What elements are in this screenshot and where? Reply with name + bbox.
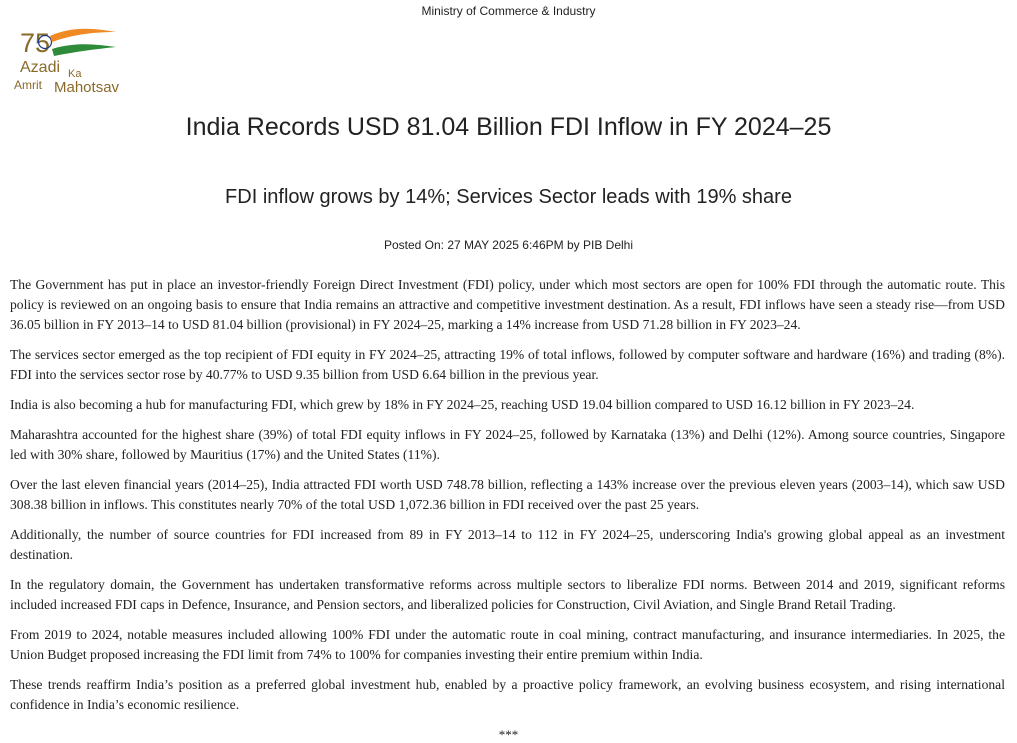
page-subtitle: FDI inflow grows by 14%; Services Sector leads with 19% share bbox=[225, 186, 792, 208]
azadi-ka-amrit-mahotsav-logo bbox=[12, 22, 147, 97]
page-title: India Records USD 81.04 Billion FDI Inflow in FY 2024–25 bbox=[185, 113, 832, 141]
paragraph: These trends reaffirm India’s position as a preferred global investment hub, enabled by a proactive policy framework, an evolving business ecosystem, and rising international confidence in India’s economic resilience. bbox=[10, 677, 1005, 712]
green-swoosh bbox=[52, 44, 116, 56]
posted-info: Posted On: 27 MAY 2025 6:46PM by PIB Delhi bbox=[383, 238, 634, 252]
ministry-name: Ministry of Commerce & Industry bbox=[421, 4, 596, 18]
paragraph: From 2019 to 2024, notable measures included allowing 100% FDI under the automatic route in coal mining, contract manufacturing, and insurance intermediaries. In 2025, the Union Budget proposed increasing the FDI limit from 74% to 100% for companies investing their entire premium within India. bbox=[10, 627, 1005, 662]
paragraph: Additionally, the number of source countries for FDI increased from 89 in FY 2013–14 to 112 in FY 2024–25, underscoring India's growing global appeal as an investment destination. bbox=[10, 527, 1005, 562]
logo-graphic bbox=[12, 22, 147, 97]
logo-azadi: Azadi bbox=[20, 59, 61, 76]
logo-amrit: Amrit bbox=[14, 78, 42, 92]
paragraph: Over the last eleven financial years (2014–25), India attracted FDI worth USD 748.78 billion, reflecting a 143% increase over the previous eleven years (2003–14), which saw USD 308.38 billion in inflows. This constitutes nearly 70% of the total USD 1,072.36 billion in FDI received over the past 25 years. bbox=[10, 477, 1005, 512]
paragraph: Maharashtra accounted for the highest share (39%) of total FDI equity inflows in FY 2024–25, followed by Karnataka (13%) and Delhi (12%). Among source countries, Singapore led with 30% share, followed by Mauritius (17%) and the United States (11%). bbox=[10, 427, 1005, 462]
saffron-swoosh bbox=[50, 29, 116, 42]
logo-ka: Ka bbox=[68, 68, 82, 80]
paragraph: The Government has put in place an investor-friendly Foreign Direct Investment (FDI) policy, under which most sectors are open for 100% FDI through the automatic route. This policy is reviewed on an ongoing basis to ensure that India remains an attractive and competitive investment destination. As a result, FDI inflows have seen a steady rise—from USD 36.05 billion in FY 2013–14 to USD 81.04 billion (provisional) in FY 2024–25, marking a 14% increase from USD 71.28 billion in FY 2023–24. bbox=[10, 277, 1005, 332]
logo-numeral: 75 bbox=[20, 28, 51, 58]
end-mark: *** bbox=[498, 727, 519, 742]
paragraph: India is also becoming a hub for manufacturing FDI, which grew by 18% in FY 2024–25, reaching USD 19.04 billion compared to USD 16.12 billion in FY 2023–24. bbox=[10, 397, 915, 412]
paragraph: In the regulatory domain, the Government has undertaken transformative reforms across multiple sectors to liberalize FDI norms. Between 2014 and 2019, significant reforms included increased FDI caps in Defence, Insurance, and Pension sectors, and liberalized policies for Construction, Civil Aviation, and Single Brand Retail Trading. bbox=[10, 577, 1005, 612]
logo-mahotsav: Mahotsav bbox=[54, 79, 120, 96]
article-body bbox=[10, 275, 1005, 725]
paragraph: The services sector emerged as the top recipient of FDI equity in FY 2024–25, attracting 19% of total inflows, followed by computer software and hardware (16%) and trading (8%). FDI into the services sector rose by 40.77% to USD 9.35 billion from USD 6.64 billion in the previous year. bbox=[10, 347, 1005, 382]
